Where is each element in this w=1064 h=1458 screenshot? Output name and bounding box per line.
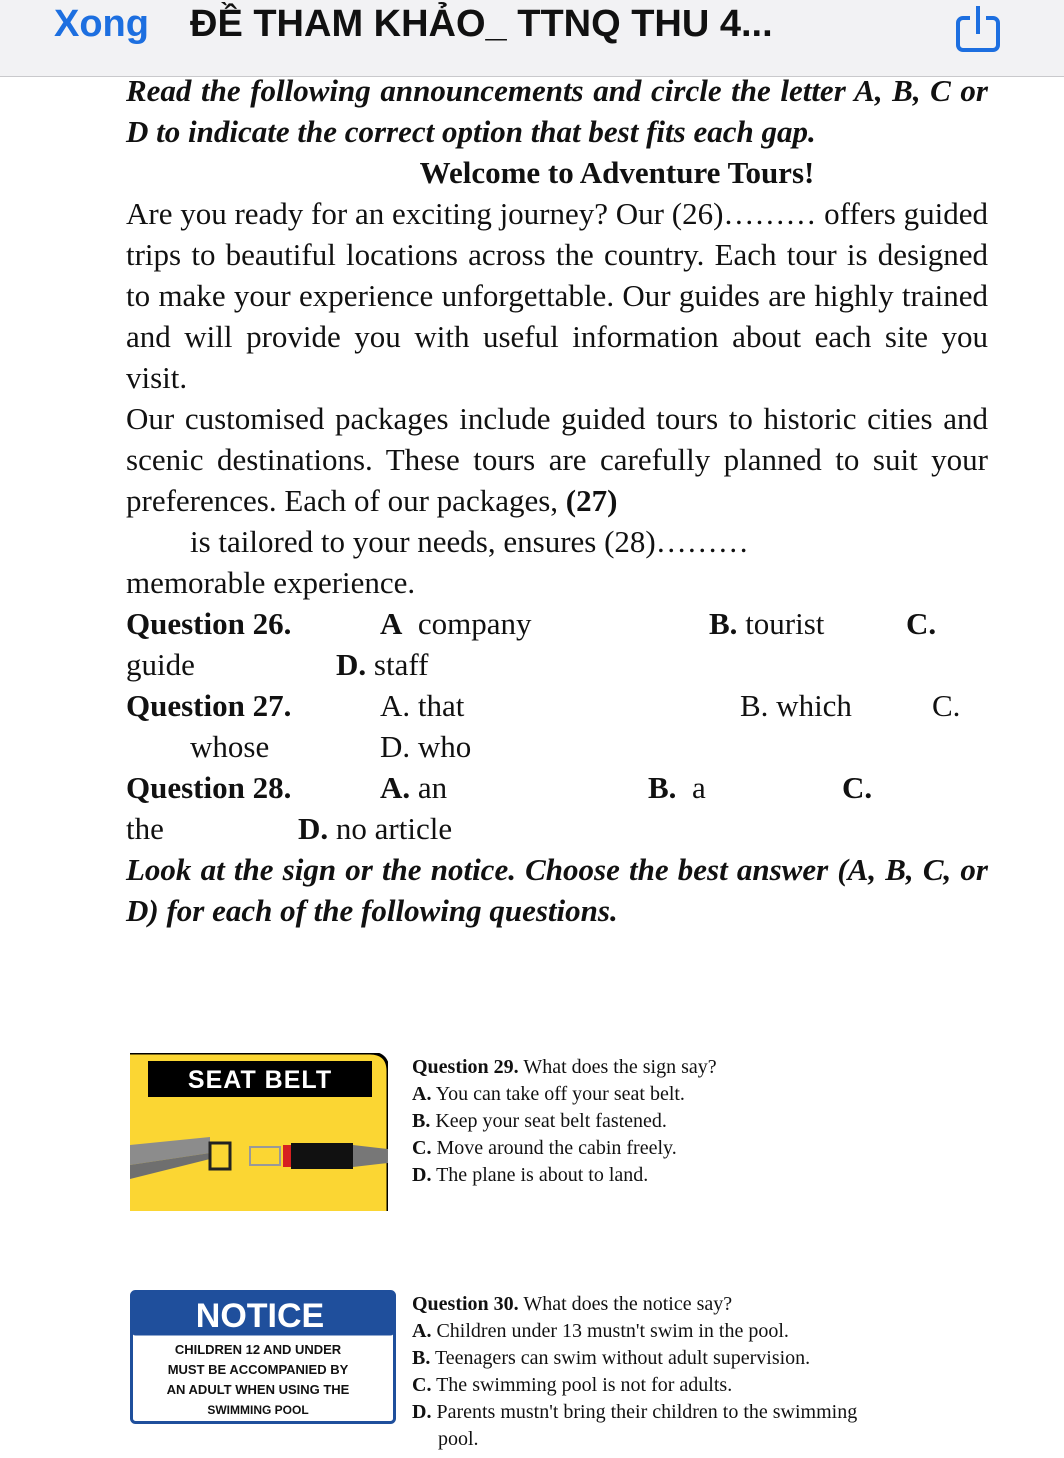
- q30-prompt: What does the notice say?: [523, 1293, 733, 1315]
- q30-a-text: Children under 13 mustn't swim in the pool.: [436, 1320, 789, 1342]
- q28-d-letter: D.: [298, 811, 329, 846]
- q29-c-text: Move around the cabin freely.: [436, 1137, 677, 1159]
- notice-line-2: MUST BE ACCOMPANIED BY: [167, 1362, 349, 1377]
- q27-c-text: whose: [190, 729, 270, 764]
- q29-a-letter: A.: [412, 1083, 432, 1105]
- notice-title: NOTICE: [195, 1297, 325, 1335]
- notice-line-3: AN ADULT WHEN USING THE: [166, 1382, 350, 1397]
- share-icon[interactable]: [950, 4, 1006, 52]
- document-page: [126, 70, 988, 931]
- sign-title: SEAT BELT: [187, 1066, 333, 1094]
- q30-b-letter: B.: [412, 1347, 431, 1369]
- notice-sign: [130, 1290, 396, 1424]
- q30-c-text: The swimming pool is not for adults.: [436, 1374, 733, 1396]
- notice-line-1: CHILDREN 12 AND UNDER: [174, 1342, 342, 1357]
- passage-paragraph-2: [126, 398, 988, 521]
- q29-d-letter: D.: [412, 1164, 432, 1186]
- q29-c-letter: C.: [412, 1137, 432, 1159]
- q26-c-text: guide: [126, 647, 195, 682]
- q27-d: D. who: [380, 729, 472, 764]
- notice-line-4: SWIMMING POOL: [207, 1403, 309, 1417]
- q29-prompt: What does the sign say?: [523, 1056, 717, 1078]
- q30-label: Question 30.: [412, 1293, 519, 1315]
- passage-paragraph-2c: memorable experience.: [126, 565, 416, 600]
- q28-a-letter: A.: [380, 770, 411, 805]
- q26-d-text: staff: [373, 647, 429, 682]
- q26-b-text: tourist: [745, 606, 825, 641]
- question-27-label: Question 27.: [126, 688, 292, 723]
- q30-c-letter: C.: [412, 1374, 432, 1396]
- passage-paragraph-1: Are you ready for an exciting journey? Our (26)……… offers guided trips to beautiful locations across the country. Each tour is designed to make your experience unforgettable. Our guides are highly trained and will provide you with useful information about each site you visit.: [126, 196, 988, 395]
- question-26-label: Question 26.: [126, 606, 292, 641]
- q26-a-text: company: [417, 606, 532, 641]
- q26-a-letter: A: [380, 606, 403, 641]
- question-30: [412, 1291, 857, 1453]
- passage-paragraph-2b: is tailored to your needs, ensures (28)………: [190, 524, 749, 559]
- q27-b: B. which: [740, 688, 852, 723]
- question-28-label: Question 28.: [126, 770, 292, 805]
- q29-d-text: The plane is about to land.: [436, 1164, 649, 1186]
- belt-latch: [291, 1143, 353, 1169]
- para2-part-a: Our customised packages include guided tours to historic cities and scenic destinations. These tours are carefully planned to suit your preferences. Each of our packages,: [126, 401, 988, 518]
- q30-a-letter: A.: [412, 1320, 432, 1342]
- q28-b-text: a: [691, 770, 706, 805]
- done-button[interactable]: Xong: [54, 3, 149, 45]
- section1-instruction: Read the following announcements and circle the letter A, B, C or D to indicate the correct option that best fits each gap.: [126, 73, 988, 149]
- q30-d-letter: D.: [412, 1401, 432, 1423]
- question-29: [412, 1054, 717, 1189]
- section2-instruction: Look at the sign or the notice. Choose the best answer (A, B, C, or D) for each of the following questions.: [126, 852, 988, 928]
- question-28-row-2: [126, 808, 988, 849]
- seat-belt-sign: [130, 1053, 388, 1211]
- q28-b-letter: B.: [648, 770, 677, 805]
- toolbar: [0, 0, 1064, 77]
- q29-b-text: Keep your seat belt fastened.: [435, 1110, 667, 1132]
- gap-27: (27): [565, 483, 618, 518]
- q27-a: A. that: [380, 688, 465, 723]
- q28-c-letter: C.: [842, 770, 873, 805]
- q30-d-continuation: pool.: [438, 1428, 479, 1450]
- q30-d-text: Parents mustn't bring their children to the swimming: [436, 1401, 858, 1423]
- question-27-row-2: [126, 726, 988, 767]
- question-26-row-2: [126, 644, 988, 685]
- question-27-row: [126, 685, 988, 726]
- question-26-row: [126, 603, 988, 644]
- passage-heading: Welcome to Adventure Tours!: [419, 155, 815, 190]
- q28-c-text: the: [126, 811, 164, 846]
- document-title: ĐỀ THAM KHẢO_ TTNQ THU 4...: [190, 3, 773, 45]
- q27-c: C.: [932, 688, 961, 723]
- q30-b-text: Teenagers can swim without adult supervision.: [434, 1347, 811, 1369]
- q26-c-letter: C.: [906, 606, 937, 641]
- question-28-row: [126, 767, 988, 808]
- q26-d-letter: D.: [336, 647, 367, 682]
- q28-d-text: no article: [335, 811, 453, 846]
- q26-b-letter: B.: [709, 606, 738, 641]
- q29-b-letter: B.: [412, 1110, 431, 1132]
- q29-a-text: You can take off your seat belt.: [435, 1083, 685, 1105]
- belt-release-button: [283, 1145, 291, 1167]
- q28-a-text: an: [417, 770, 448, 805]
- q29-label: Question 29.: [412, 1056, 519, 1078]
